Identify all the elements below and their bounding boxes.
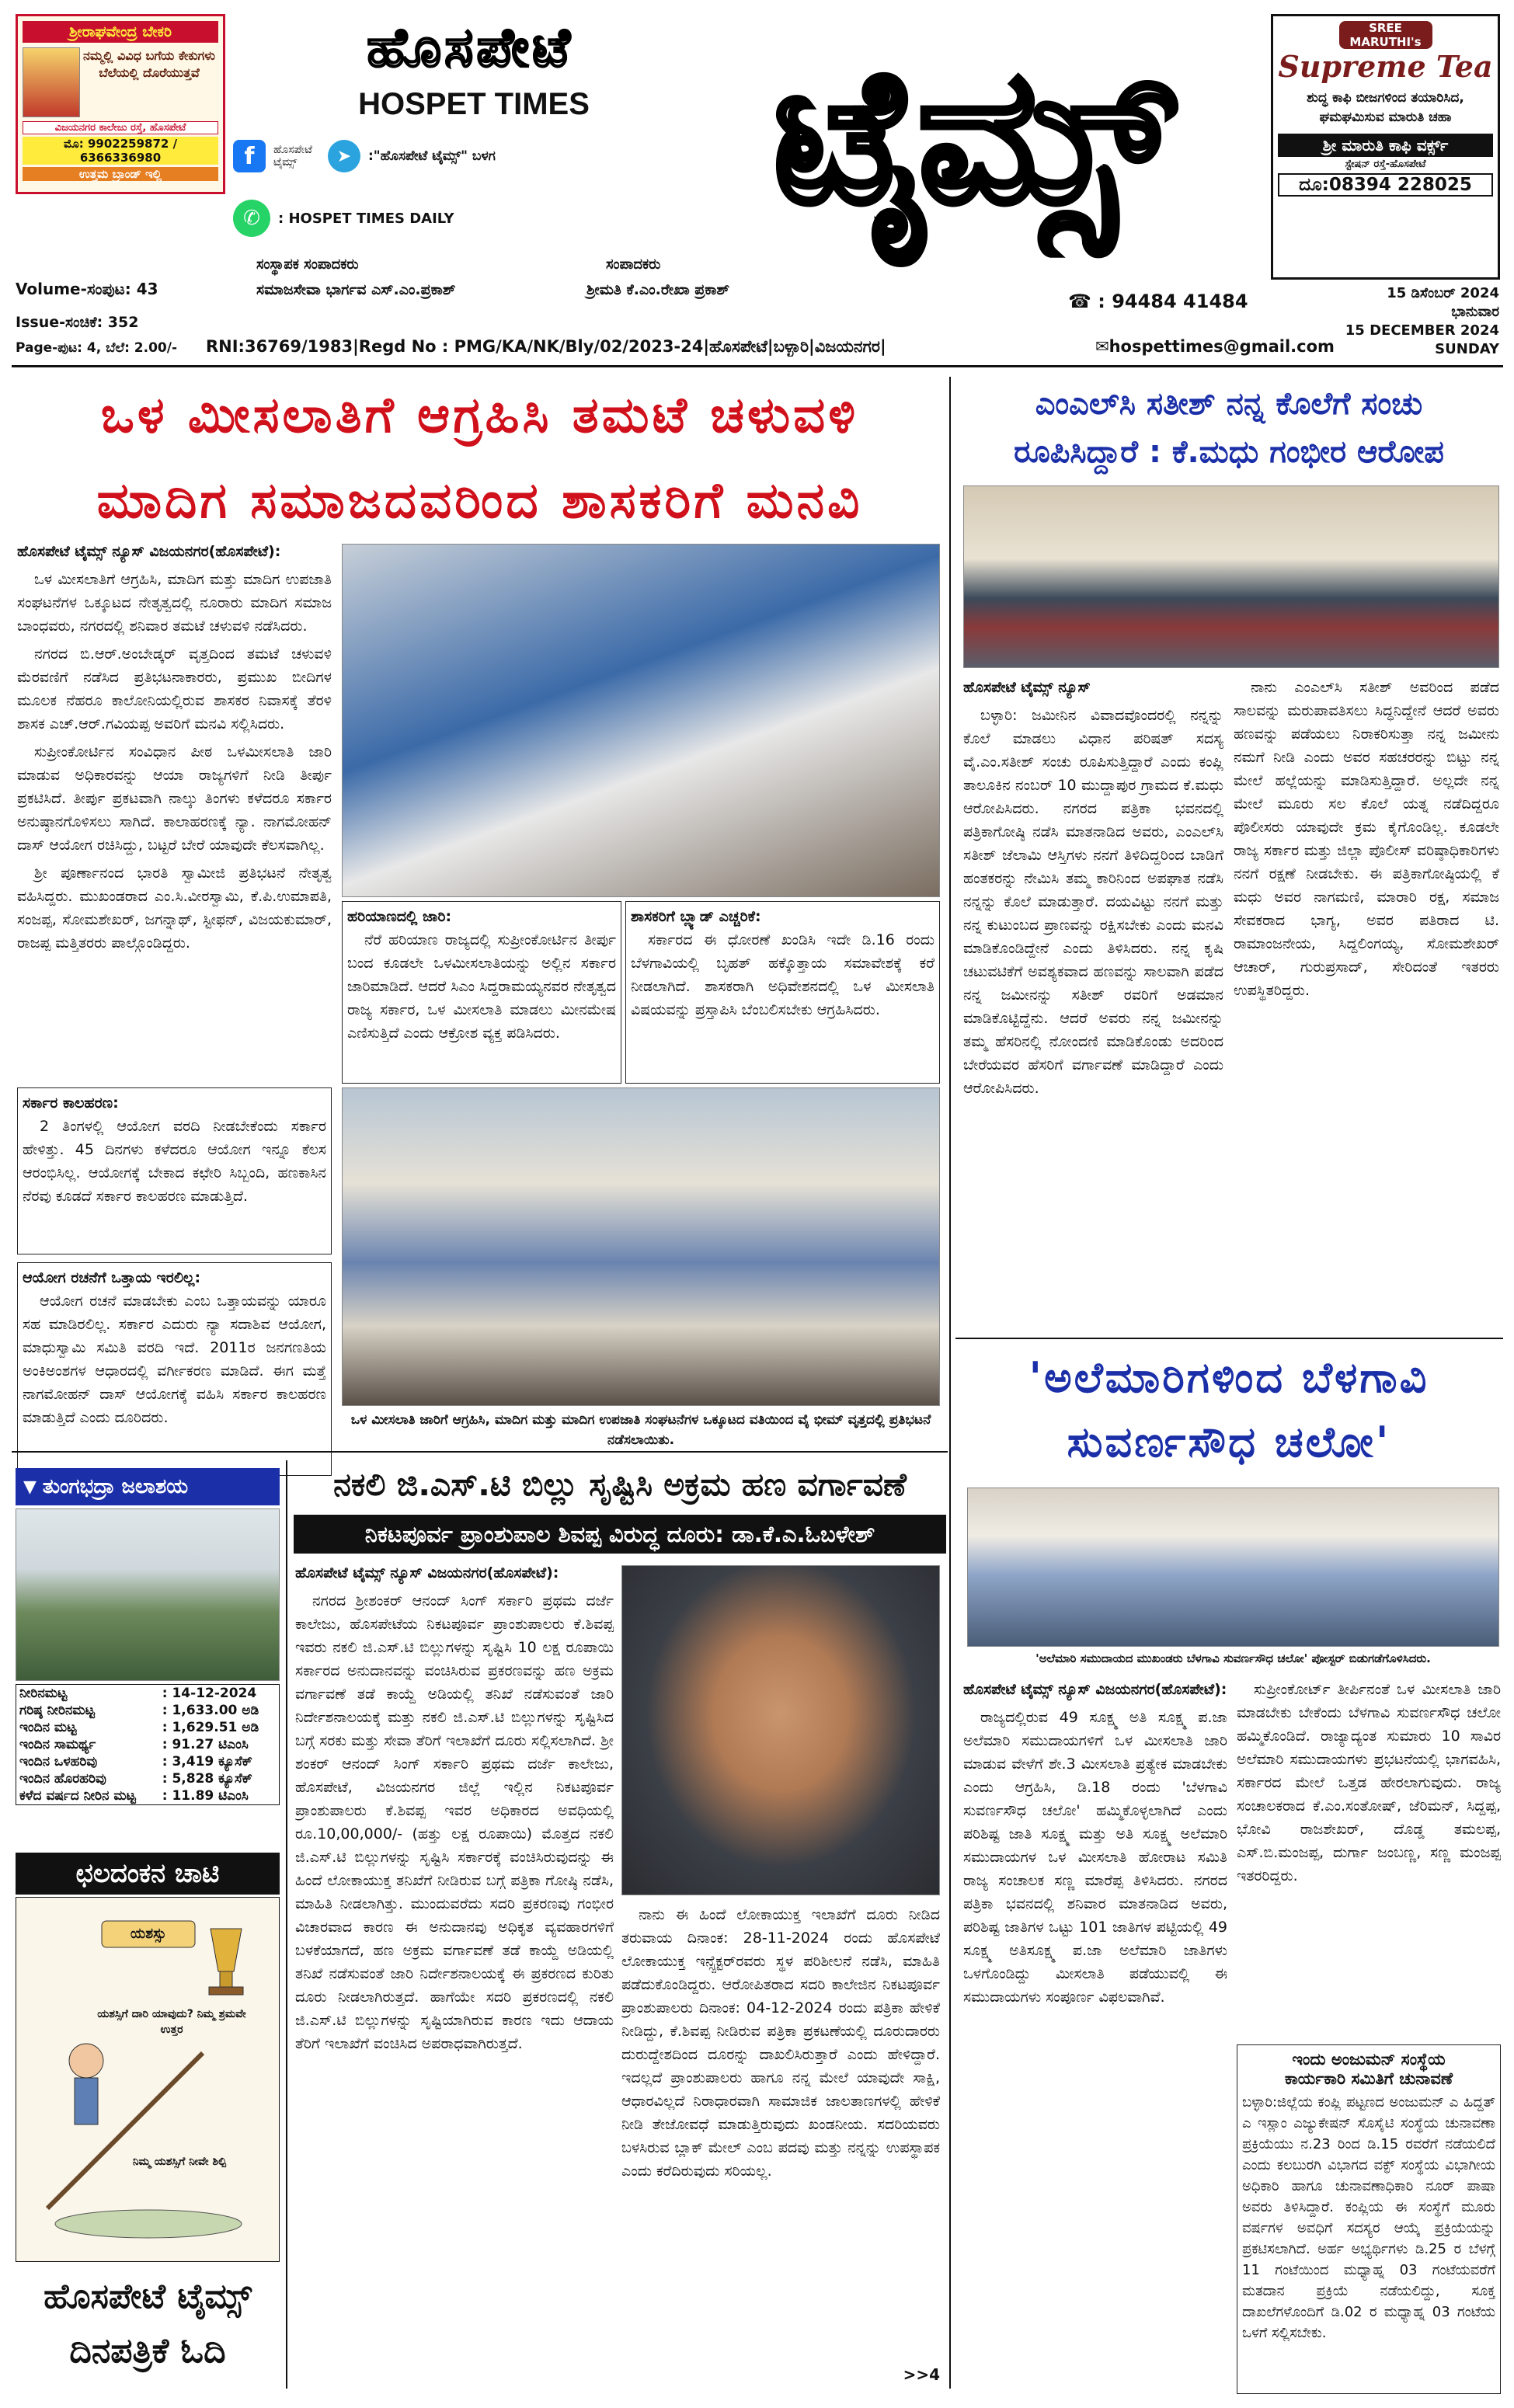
social-row-1: [233, 137, 699, 176]
title-english: HOSPET TIMES: [358, 87, 590, 121]
founder-label: ಸಂಸ್ಥಾಪಕ ಸಂಪಾದಕರು: [256, 256, 359, 273]
registration-line: RNI:36769/1983|Regd No : PMG/KA/NK/Bly/02/2023-24|ಹೊಸಪೇಟೆ|ಬಳ್ಳಾರಿ|ವಿಜಯನಗರ|: [206, 337, 886, 356]
story4-photo: [621, 1565, 940, 1895]
story4-continued: >>4: [903, 2365, 940, 2384]
pages: Page-ಪುಟ: 4, ಬೆಲೆ: 2.00/-: [16, 340, 178, 356]
dam-row: [16, 1787, 280, 1805]
dam-row-label: ಇಂದಿನ ಹೊರಹರಿವು: [19, 1771, 106, 1787]
story3-headline-2: ಸುವರ್ಣಸೌಧ ಚಲೋ': [1067, 1418, 1391, 1467]
founder-name: ಸಮಾಜಸೇವಾ ಭಾರ್ಗವ ಎಸ್.ಎಂ.ಪ್ರಕಾಶ್: [256, 281, 456, 298]
facebook-label: ಹೊಸಪೇಟೆ ಟೈಮ್ಸ್: [273, 144, 312, 169]
notice-title-2: ಕಾರ್ಯಕಾರಿ ಸಮಿತಿಗೆ ಚುನಾವಣೆ: [1284, 2069, 1453, 2088]
notice-box: [1237, 2044, 1501, 2394]
story4-dateline: ಹೊಸಪೇಟೆ ಟೈಮ್ಸ್ ನ್ಯೂಸ್ ವಿಜಯನಗರ(ಹೊಸಪೇಟೆ):: [295, 1564, 559, 1582]
ad-tea-brand-top: SREE MARUTHI's: [1339, 21, 1432, 49]
editor-name: ಶ್ರೀಮತಿ ಕೆ.ಎಂ.ರೇಖಾ ಪ್ರಕಾಶ್: [586, 281, 730, 298]
story1-caption: ಒಳ ಮೀಸಲಾತಿ ಜಾರಿಗೆ ಆಗ್ರಹಿಸಿ, ಮಾದಿಗ ಮತ್ತು ಮಾದಿಗ ಉಪಜಾತಿ ಸಂಘಟನೆಗಳ ಒಕ್ಕೂಟದ ವತಿಯಿಂದ ವೈ ಭೀಮ್ ವೃತ್ತದಲ್ಲಿ ಪ್ರತಿಭಟನೆ ನಡೆಸಲಾಯಿತು.: [350, 1412, 931, 1448]
dam-photo: [16, 1508, 280, 1681]
story4-headline-2: ನಿಕಟಪೂರ್ವ ಪ್ರಾಂಶುಪಾಲ ಶಿವಪ್ಪ ವಿರುದ್ಧ ದೂರು: ಡಾ.ಕೆ.ಎ.ಓಬಳೇಶ್: [294, 1515, 946, 1554]
story1-sub4-text: ಆಯೋಗ ರಚನೆ ಮಾಡಬೇಕು ಎಂಬ ಒತ್ತಾಯವನ್ನು ಯಾರೂ ಸಹ ಮಾಡಿರಲಿಲ್ಲ. ಸರ್ಕಾರ ಎದುರು ನ್ಯಾ ಸದಾಶಿವ ಆಯೋಗ, ಮಾಧುಸ್ವಾಮಿ ಸಮಿತಿ ವರದಿ ಇದೆ. 2011ರ ಜನಗಣತಿಯ ಅಂಕಿಅಂಶಗಳ ಆಧಾರದಲ್ಲಿ ವರ್ಗೀಕರಣ ಮಾಡಿದೆ. ಈಗ ಮತ್ತೆ ನಾಗಮೋಹನ್ ದಾಸ್ ಆಯೋಗಕ್ಕೆ ವಹಿಸಿ ಸರ್ಕಾರ ಕಾಲಹರಣ ಮಾಡುತ್ತಿದೆ ಎಂದು ದೂರಿದರು.: [23, 1293, 326, 1426]
story3-col1: [963, 1678, 1227, 2058]
dam-row-label: ಕಳೆದ ವರ್ಷದ ನೀರಿನ ಮಟ್ಟ: [19, 1788, 136, 1804]
email-address: hospettimes@gmail.com: [1109, 337, 1335, 356]
ad-bakery-text: ನಮ್ಮಲ್ಲಿ ವಿವಿಧ ಬಗೆಯ ಕೇಕುಗಳು ಬೆಲೆಯಲ್ಲಿ ದೊರೆಯುತ್ತವೆ: [83, 48, 215, 80]
story4-col1: [295, 1561, 614, 2389]
date-kannada: 15 ಡಿಸೆಂಬರ್ 2024: [1387, 285, 1499, 301]
mail-icon: ✉: [1095, 337, 1109, 356]
dam-title: [16, 1468, 280, 1505]
telegram-icon: ➤: [328, 140, 360, 172]
story1-sub1-title: ಹರಿಯಾಣದಲ್ಲಿ ಜಾರಿ:: [347, 908, 452, 925]
story2-headline-2: ರೂಪಿಸಿದ್ದಾರೆ : ಕೆ.ಮಧು ಗಂಭೀರ ಆರೋಪ: [1014, 434, 1444, 470]
story3-headline-1: 'ಅಲೆಮಾರಿಗಳಿಂದ ಬೆಳಗಾವಿ: [1028, 1353, 1429, 1402]
story1-p4: ಶ್ರೀ ಪೂರ್ಣಾನಂದ ಭಾರತಿ ಸ್ವಾಮೀಜಿ ಪ್ರತಿಭಟನೆ ನೇತೃತ್ವ ವಹಿಸಿದ್ದರು. ಮುಖಂಡರಾದ ಎಂ.ಸಿ.ವೀರಸ್ವಾಮಿ, ಕೆ.ಪಿ.ಉಮಾಪತಿ, ಸಂಜಪ್ಪ, ಸೋಮಶೇಖರ್, ಜಗನ್ನಾಥ್, ಸ್ಟೀಫನ್, ವಿಜಯಕುಮಾರ್, ರಾಜಪ್ಪ ಮತ್ತಿತರರು ಪಾಲ್ಗೊಂಡಿದ್ದರು.: [17, 865, 332, 952]
cartoon-label: ಯಶಸ್ಸು: [130, 1926, 167, 1942]
ad-tea-text: ಶುದ್ಧ ಕಾಫಿ ಬೀಜಗಳಿಂದ ತಯಾರಿಸಿದ, ಘಮಘಮಿಸುವ ಮಾರುತಿ ಚಹಾ: [1307, 90, 1464, 125]
dam-row-label: ಇಂದಿನ ಒಳಹರಿವು: [19, 1754, 98, 1769]
ad-bakery-footer: ಉತ್ತಮ ಬ್ರಾಂಡ್ ಇಲ್ಲಿ: [23, 167, 218, 181]
ad-tea-shop: ಶ್ರೀ ಮಾರುತಿ ಕಾಫಿ ವರ್ಕ್ಸ್: [1278, 134, 1493, 157]
story1-sub1-text: ನೆರೆ ಹರಿಯಾಣ ರಾಜ್ಯದಲ್ಲಿ ಸುಪ್ರೀಂಕೋರ್ಟಿನ ತೀರ್ಪು ಬಂದ ಕೂಡಲೇ ಒಳಮೀಸಲಾತಿಯನ್ನು ಅಲ್ಲಿನ ಸರ್ಕಾರ ಜಾರಿಮಾಡಿದೆ. ಆದರೆ ಸಿಎಂ ಸಿದ್ದರಾಮಯ್ಯನವರ ನೇತೃತ್ವದ ರಾಜ್ಯ ಸರ್ಕಾರ, ಒಳ ಮೀಸಲಾತಿ ಮಾಡಲು ಮೀನಮೇಷ ಎಣಿಸುತ್ತಿದೆ ಎಂದು ಆಕ್ರೋಶ ವ್ಯಕ್ತ ಪಡಿಸಿದರು.: [347, 931, 616, 1042]
ad-bakery-title: ಶ್ರೀರಾಘವೇಂದ್ರ ಬೇಕರಿ: [23, 21, 218, 43]
story2-col2-text: ನಾನು ಎಂಎಲ್‌ಸಿ ಸತೀಶ್ ಅವರಿಂದ ಪಡೆದ ಸಾಲವನ್ನು ಮರುಪಾವತಿಸಲು ಸಿದ್ಧನಿದ್ದೇನೆ ಆದರೆ ಅವರು ಹಣವನ್ನು ಪಡೆಯಲು ನಿರಾಕರಿಸುತ್ತಾ ನನ್ನ ಜಮೀನು ನಮಗೆ ನೀಡಿ ಎಂದು ಅವರ ಸಹಚರರನ್ನು ಬಿಟ್ಟು ನನ್ನ ಮೇಲೆ ಹಲ್ಲೆಯನ್ನು ಮಾಡಿಸುತ್ತಿದ್ದಾರೆ. ಅಲ್ಲದೇ ನನ್ನ ಮೇಲೆ ಮೂರು ಸಲ ಕೊಲೆ ಯತ್ನ ನಡೆದಿದ್ದರೂ ಪೊಲೀಸರು ಯಾವುದೇ ಕ್ರಮ ಕೈಗೊಂಡಿಲ್ಲ. ಕೂಡಲೇ ರಾಜ್ಯ ಸರ್ಕಾರ ಮತ್ತು ಜಿಲ್ಲಾ ಪೊಲೀಸ್ ವರಿಷ್ಠಾಧಿಕಾರಿಗಳು ನನಗೆ ರಕ್ಷಣೆ ನೀಡಬೇಕು. ಈ ಪತ್ರಿಕಾಗೋಷ್ಠಿಯಲ್ಲಿ ಕೆ ಮಧು ಅವರ ನಾಗಮಣಿ, ಮಾರಾರಿ ರಕ್ಷ, ಸಮಾಜ ಸೇವಕರಾದ ಭಾಗ್ಯ, ಅವರ ಪತಿರಾದ ಟಿ. ರಾಮಾಂಜನೇಯ, ಸಿದ್ದಲಿಂಗಯ್ಯ, ಸೋಮಶೇಖರ್ ಆಚಾರ್, ಗುರುಪ್ರಸಾದ್, ಸೇರಿದಂತೆ ಇತರರು ಉಪಸ್ಥಿತರಿದ್ದರು.: [1234, 679, 1499, 999]
social-row-2: [233, 199, 699, 238]
title-kannada-small: ಹೊಸಪೇಟೆ: [367, 16, 573, 79]
dam-row-value: : 91.27 ಟಿಎಂಸಿ: [162, 1737, 249, 1752]
notice-text: ಬಳ್ಳಾರಿ:ಜಿಲ್ಲೆಯ ಕಂಪ್ಲಿ ಪಟ್ಟಣದ ಅಂಜುಮನ್ ಎ ಹಿದ್ದತ್ ಎ ಇಸ್ಲಾಂ ಎಜ್ಯುಕೇಷನ್ ಸೊಸೈಟಿ ಸಂಸ್ಥೆಯ ಚುನಾವಣಾ ಪ್ರಕ್ರಿಯೆಯು ನ.23 ರಿಂದ ಡಿ.15 ರವರೆಗೆ ನಡೆಯಲಿದೆ ಎಂದು ಕಲಬುರಗಿ ವಿಭಾಗದ ವಕ್ಫ್ ಸಂಸ್ಥೆಯ ವಿಭಾಗೀಯ ಅಧಿಕಾರಿ ಹಾಗೂ ಚುನಾವಣಾಧಿಕಾರಿ ನೂರ್ ಪಾಷಾ ಅವರು ತಿಳಿಸಿದ್ದಾರೆ. ಕಂಪ್ಲಿಯ ಈ ಸಂಸ್ಥೆಗೆ ಮೂರು ವರ್ಷಗಳ ಅವಧಿಗೆ ಸದಸ್ಯರ ಆಯ್ಕೆ ಪ್ರಕ್ರಿಯೆಯನ್ನು ಪ್ರಕಟಿಸಲಾಗಿದೆ. ಅರ್ಹ ಅಭ್ಯರ್ಥಿಗಳು ಡಿ.25 ರ ಬೆಳಗ್ಗೆ 11 ಗಂಟೆಯಿಂದ ಮಧ್ಯಾಹ್ನ 03 ಗಂಟೆಯವರೆಗೆ ಮತದಾನ ಪ್ರಕ್ರಿಯೆ ನಡೆಯಲಿದ್ದು, ಸೂಕ್ತ ದಾಖಲೆಗಳೊಂದಿಗೆ ಡಿ.02 ರ ಮಧ್ಯಾಹ್ನ 03 ಗಂಟೆಯ ಒಳಗೆ ಸಲ್ಲಿಸಬೇಕು.: [1242, 2094, 1495, 2341]
phone-number: 94484 41484: [1112, 291, 1248, 312]
dam-row: [16, 1770, 280, 1787]
story3-col1-text: ರಾಜ್ಯದಲ್ಲಿರುವ 49 ಸೂಕ್ಷ್ಮ ಅತಿ ಸೂಕ್ಷ್ಮ ಪ.ಜಾ ಅಲೆಮಾರಿ ಸಮುದಾಯಗಳಿಗೆ ಒಳ ಮೀಸಲಾತಿ ಜಾರಿ ಮಾಡುವ ವೇಳೆಗೆ ಶೇ.3 ಮೀಸಲಾತಿ ಪ್ರತ್ಯೇಕ ಮಾಡಬೇಕು ಎಂದು ಆಗ್ರಹಿಸಿ, ಡಿ.18 ರಂದು 'ಬೆಳಗಾವಿ ಸುವರ್ಣಸೌಧ ಚಲೋ' ಹಮ್ಮಿಕೊಳ್ಳಲಾಗಿದೆ ಎಂದು ಪರಿಶಿಷ್ಟ ಜಾತಿ ಸೂಕ್ಷ್ಮ ಮತ್ತು ಅತಿ ಸೂಕ್ಷ್ಮ ಅಲೆಮಾರಿ ಸಮುದಾಯಗಳ ಒಳ ಮೀಸಲಾತಿ ಹೋರಾಟ ಸಮಿತಿ ರಾಜ್ಯ ಸಂಚಾಲಕ ಸಣ್ಣ ಮಾರೆಪ್ಪ ತಿಳಿಸಿದರು. ನಗರದ ಪತ್ರಿಕಾ ಭವನದಲ್ಲಿ ಶನಿವಾರ ಮಾತನಾಡಿದ ಅವರು, ಪರಿಶಿಷ್ಟ ಜಾತಿಗಳ ಒಟ್ಟು 101 ಜಾತಿಗಳ ಪಟ್ಟಿಯಲ್ಲಿ 49 ಸೂಕ್ಷ್ಮ ಅತಿಸೂಕ್ಷ್ಮ ಪ.ಜಾ ಅಲೆಮಾರಿ ಜಾತಿಗಳು ಒಳಗೊಂಡಿದ್ದು ಮೀಸಲಾತಿ ಪಡೆಯುವಲ್ಲಿ ಈ ಸಮುದಾಯಗಳು ಸಂಪೂರ್ಣ ವಿಫಲವಾಗಿವೆ.: [963, 1709, 1227, 2006]
story3-dateline: ಹೊಸಪೇಟೆ ಟೈಮ್ಸ್ ನ್ಯೂಸ್ ವಿಜಯನಗರ(ಹೊಸಪೇಟೆ):: [963, 1681, 1227, 1698]
dam-title-text: ತುಂಗಭದ್ರಾ ಜಲಾಶಯ: [42, 1474, 189, 1498]
story1-bottom-rule: [12, 1451, 948, 1453]
ad-tea-brand: Supreme Tea: [1278, 49, 1493, 84]
story1-p3: ಸುಪ್ರೀಂಕೋರ್ಟಿನ ಸಂವಿಧಾನ ಪೀಠ ಒಳಮೀಸಲಾತಿ ಜಾರಿ ಮಾಡುವ ಅಧಿಕಾರವನ್ನು ಆಯಾ ರಾಜ್ಯಗಳಿಗೆ ನೀಡಿ ತೀರ್ಪು ಪ್ರಕಟಿಸಿದೆ. ತೀರ್ಪು ಪ್ರಕಟವಾಗಿ ನಾಲ್ಕು ತಿಂಗಳು ಕಳೆದರೂ ಸರ್ಕಾರ ಅನುಷ್ಠಾನಗೊಳಿಸಲು ಸಾಗಿದೆ. ಕಾಲಾಹರಣಕ್ಕೆ ನ್ಯಾ. ನಾಗಮೋಹನ್ ದಾಸ್ ಆಯೋಗ ರಚಿಸಿದ್ದು, ಬಟ್ಟರೆ ಬೇರೆ ಯಾವುದೇ ಕೆಲಸವಾಗಿಲ್ಲ.: [17, 743, 332, 854]
story3-caption: 'ಅಲೆಮಾರಿ ಸಮುದಾಯದ ಮುಖಂಡರು ಬೆಳಗಾವಿ ಸುವರ್ಣಸೌಧ ಚಲೋ' ಪೋಸ್ಟರ್ ಬಿಡುಗಡೆಗೊಳಿಸಿದರು.: [1035, 1651, 1431, 1665]
story2-dateline: ಹೊಸಪೇಟೆ ಟೈಮ್ಸ್ ನ್ಯೂಸ್: [963, 679, 1091, 696]
phone-icon: ☎ :: [1068, 291, 1112, 312]
phone-block: [1068, 291, 1301, 312]
story2-col2: [1234, 676, 1499, 1336]
dam-row: [16, 1685, 280, 1703]
dam-table: [16, 1684, 280, 1805]
water-icon: ▼: [23, 1477, 37, 1497]
story1-sub4-title: ಆಯೋಗ ರಚನೆಗೆ ಒತ್ತಾಯ ಇರಲಿಲ್ಲ:: [23, 1269, 201, 1286]
ad-bakery-phone: ಮೊ: 9902259872 / 6366336980: [23, 137, 218, 165]
cartoon-caption-bottom: ನಿಮ್ಮ ಯಶಸ್ಸಿಗೆ ನೀವೇ ಶಿಲ್ಪಿ: [132, 2156, 227, 2168]
story4-col1-text: ನಗರದ ಶ್ರೀಶಂಕರ್ ಆನಂದ್ ಸಿಂಗ್ ಸರ್ಕಾರಿ ಪ್ರಥಮ ದರ್ಜೆ ಕಾಲೇಜು, ಹೊಸಪೇಟೆಯ ನಿಕಟಪೂರ್ವ ಪ್ರಾಂಶುಪಾಲರು ಕೆ.ಶಿವಪ್ಪ ಇವರು ನಕಲಿ ಜಿ.ಎಸ್.ಟಿ ಬಿಲ್ಲುಗಳನ್ನು ಸೃಷ್ಟಿಸಿ 10 ಲಕ್ಷ ರೂಪಾಯಿ ಸರ್ಕಾರದ ಅನುದಾನವನ್ನು ವಂಚಿಸಿರುವ ಪ್ರಕರಣವನ್ನು ಹಣ ಅಕ್ರಮ ವರ್ಗಾವಣೆ ತಡೆ ಕಾಯ್ದೆ ಅಡಿಯಲ್ಲಿ ತನಿಖೆ ನಡೆಸುವಂತೆ ಜಾರಿ ನಿರ್ದೇಶನಾಲಯಕ್ಕೆ ಮತ್ತು ನಕಲಿ ಜಿ.ಎಸ್.ಟಿ ಬಿಲ್ಲುಗಳನ್ನು ಸೃಷ್ಟಿಸಿದ ಬಗ್ಗೆ ಸರಕು ಮತ್ತು ಸೇವಾ ತೆರಿಗೆ ಇಲಾಖೆಗೆ ದೂರು ಸಲ್ಲಿಸಲಾಗಿದೆ. ಶ್ರೀ ಶಂಕರ್ ಆನಂದ್ ಸಿಂಗ್ ಸರ್ಕಾರಿ ಪ್ರಥಮ ದರ್ಜೆ ಕಾಲೇಜು, ಹೊಸಪೇಟೆ, ವಿಜಯನಗರ ಜಿಲ್ಲೆ ಇಲ್ಲಿನ ನಿಕಟಪೂರ್ವ ಪ್ರಾಂಶುಪಾಲರು ಕೆ.ಶಿವಪ್ಪ ಇವರ ಅಧಿಕಾರದ ಅವಧಿಯಲ್ಲಿ ರೂ.10,00,000/- (ಹತ್ತು ಲಕ್ಷ ರೂಪಾಯಿ) ಮೊತ್ತದ ನಕಲಿ ಜಿ.ಎಸ್.ಟಿ ಬಿಲ್ಲುಗಳನ್ನು ಸೃಷ್ಟಿಸಿ ಸರ್ಕಾರಕ್ಕೆ ವಂಚಿಸಿರುವುದನ್ನು ಈ ಹಿಂದೆ ಲೋಕಾಯುಕ್ತ ತನಿಖೆಗೆ ನೀಡಿರುವ ಬಗ್ಗೆ ಪತ್ರಿಕಾ ಗೋಷ್ಠಿ ನಡೆಸಿ, ಮಾಹಿತಿ ನೀಡಲಾಗಿತ್ತು. ಮುಂದುವರೆದು ಸದರಿ ಪ್ರಕರಣವು ಗಂಭೀರ ವಿಚಾರವಾದ ಕಾರಣ ಈ ಅನುದಾನವು ಅಧಿಕೃತ ವ್ಯವಹಾರಗಳಿಗೆ ಬಳಕೆಯಾಗದೆ, ಹಣ ಅಕ್ರಮ ವರ್ಗಾವಣೆ ತಡೆ ಕಾಯ್ದೆ ಅಡಿಯಲ್ಲಿ ತನಿಖೆ ನಡೆಸುವಂತೆ ಜಾರಿ ನಿರ್ದೇಶನಾಲಯಕ್ಕೆ ಈ ಪ್ರಕರಣದ ಕುರಿತು ದೂರು ನೀಡಲಾಗಿರುತ್ತದೆ. ಹಾಗೆಯೇ ಸದರಿ ಪ್ರಕರಣದಲ್ಲಿ ನಕಲಿ ಜಿ.ಎಸ್.ಟಿ ಬಿಲ್ಲುಗಳನ್ನು ಸೃಷ್ಟಿಯಾಗಿರುವ ಕಾರಣ ಇದು ಆದಾಯ ತೆರಿಗೆ ಇಲಾಖೆಗೆ ವಂಚಿಸಿದ ಅಪರಾಧವಾಗಿರುತ್ತದೆ.: [295, 1592, 614, 2052]
story2-bottom-rule: [955, 1338, 1503, 1339]
dam-row-value: : 1,629.51 ಅಡಿ: [162, 1720, 259, 1735]
cartoon-drawing: [16, 1898, 279, 2261]
dam-row-value: : 3,419 ಕ್ಯೂಸೆಕ್: [162, 1754, 252, 1769]
story1-body: [17, 540, 332, 1084]
dam-row: [16, 1719, 280, 1736]
story1-sub3-text: 2 ತಿಂಗಳಲ್ಲಿ ಆಯೋಗ ವರದಿ ನೀಡಬೇಕೆಂದು ಸರ್ಕಾರ ಹೇಳಿತ್ತು. 45 ದಿನಗಳು ಕಳೆದರೂ ಆಯೋಗ ಇನ್ನೂ ಕೆಲಸ ಆರಂಭಿಸಿಲ್ಲ. ಆಯೋಗಕ್ಕೆ ಬೇಕಾದ ಕಛೇರಿ ಸಿಬ್ಬಂದಿ, ಹಣಕಾಸಿನ ನೆರವು ಕೂಡದೆ ಸರ್ಕಾರ ಕಾಲಹರಣ ಮಾಡುತ್ತಿದೆ.: [23, 1118, 326, 1205]
story1-photo-main: [342, 544, 940, 897]
ad-bakery: [16, 14, 225, 194]
ad-bakery-photo: [23, 47, 80, 117]
dam-row: [16, 1753, 280, 1770]
ad-tea-phone: ದೂ:08394 228025: [1278, 173, 1493, 197]
volume: Volume-ಸಂಪುಟ: 43: [16, 280, 158, 298]
story1-dateline: ಹೊಸಪೇಟೆ ಟೈಮ್ಸ್ ನ್ಯೂಸ್ ವಿಜಯನಗರ(ಹೊಸಪೇಟೆ):: [17, 543, 281, 560]
email-block: [1095, 337, 1335, 356]
story2-headline-1: ಎಂಎಲ್‌ಸಿ ಸತೀಶ್ ನನ್ನ ಕೊಲೆಗೆ ಸಂಚು: [1035, 386, 1423, 422]
story2-col1-text: ಬಳ್ಳಾರಿ: ಜಮೀನಿನ ವಿವಾದವೊಂದರಲ್ಲಿ ನನ್ನನ್ನು ಕೊಲೆ ಮಾಡಲು ವಿಧಾನ ಪರಿಷತ್ ಸದಸ್ಯ ವೈ.ಎಂ.ಸತೀಶ್ ಸಂಚು ರೂಪಿಸುತ್ತಿದ್ದಾರೆ ಎಂದು ಕಂಪ್ಲಿ ತಾಲೂಕಿನ ನಂಬರ್ 10 ಮುದ್ದಾಪುರ ಗ್ರಾಮದ ಕೆ.ಮಧು ಆರೋಪಿಸಿದರು. ನಗರದ ಪತ್ರಿಕಾ ಭವನದಲ್ಲಿ ಪತ್ರಿಕಾಗೋಷ್ಠಿ ನಡೆಸಿ ಮಾತನಾಡಿದ ಅವರು, ಎಂಎಲ್‌ಸಿ ಸತೀಶ್ ಜೆಲಾಮಿ ಆಸ್ತಿಗಳು ನನಗೆ ತಿಳಿದಿದ್ದರಿಂದ ಬಾಡಿಗೆ ಹಂತಕರನ್ನು ನೇಮಿಸಿ ತಮ್ಮ ಕಾರಿನಿಂದ ಅಪಘಾತ ನಡೆಸಿ ನನ್ನನ್ನು ಕೊಲೆ ಮಾಡುತ್ತಾರೆ. ದಯವಿಟ್ಟು ನನಗೆ ಮತ್ತು ನನ್ನ ಕುಟುಂಬದ ಪ್ರಾಣವನ್ನು ರಕ್ಷಿಸಬೇಕು ಎಂದು ಮನವಿ ಮಾಡಿಕೊಂಡಿದ್ದೇನೆ ಎಂದು ತಿಳಿಸಿದರು. ನನ್ನ ಕೃಷಿ ಚಟುವಟಿಕೆಗೆ ಅವಶ್ಯಕವಾದ ಹಣವನ್ನು ಸಾಲವಾಗಿ ಪಡೆದ ನನ್ನ ಜಮೀನನ್ನು ಸತೀಶ್ ರವರಿಗೆ ಅಡಮಾನ ಮಾಡಿಕೊಟ್ಟಿದ್ದೆನು. ಆದರೆ ಅವರು ನನ್ನ ಜಮೀನನ್ನು ತಮ್ಮ ಹೆಸರಿನಲ್ಲಿ ನೋಂದಣಿ ಮಾಡಿಕೊಂಡು ಅದರಿಂದ ಬೇರೆಯವರ ಹೆಸರಿಗೆ ವರ್ಗಾವಣೆ ಮಾಡಿದ್ದಾರೆ ಎಂದು ಆರೋಪಿಸಿದರು.: [963, 707, 1223, 1097]
dam-row-label: ಇಂದಿನ ಮಟ್ಟ: [19, 1720, 77, 1735]
story4-col2-text: ನಾನು ಈ ಹಿಂದೆ ಲೋಕಾಯುಕ್ತ ಇಲಾಖೆಗೆ ದೂರು ನೀಡಿದ ತರುವಾಯ ದಿನಾಂಕ: 28-11-2024 ರಂದು ಹೊಸಪೇಟೆ ಲೋಕಾಯುಕ್ತ ಇನ್ಸ್ಪೆಕ್ಟರ್‌ರವರು ಸ್ಥಳ ಪರಿಶೀಲನೆ ನಡೆಸಿ, ಮಾಹಿತಿ ಪಡೆದುಕೊಂಡಿದ್ದರು. ಆರೋಪಿತರಾದ ಸದರಿ ಕಾಲೇಜಿನ ನಿಕಟಪೂರ್ವ ಪ್ರಾಂಶುಪಾಲರು ದಿನಾಂಕ: 04-12-2024 ರಂದು ಪತ್ರಿಕಾ ಹೇಳಿಕೆ ನೀಡಿದ್ದು, ಕೆ.ಶಿವಪ್ಪ ನೀಡಿರುವ ಪತ್ರಿಕಾ ಪ್ರಕಟಣೆಯಲ್ಲಿ ದೂರುದಾರರು ದುರುದ್ದೇಶದಿಂದ ದೂರನ್ನು ದಾಖಲಿಸಿರುತ್ತಾರೆ ಎಂದು ಹೇಳಿದ್ದಾರೆ. ಇದಲ್ಲದೆ ಪ್ರಾಂಶುಪಾಲರು ಹಾಗೂ ನನ್ನ ಮೇಲೆ ಯಾವುದೇ ಸಾಕ್ಷಿ, ಆಧಾರವಿಲ್ಲದೆ ನಿರಾಧಾರವಾಗಿ ಸಾಮಾಜಿಕ ಜಾಲತಾಣಗಳಲ್ಲಿ ಹೇಳಿಕೆ ನೀಡಿ ತೇಜೋವಧೆ ಮಾಡುತ್ತಿರುವುದು ಖಂಡನೀಯ. ಸದರಿಯವರು ಬಳಸಿರುವ ಬ್ಲಾಕ್ ಮೇಲ್ ಎಂಬ ಪದವು ಮತ್ತು ನನ್ನನ್ನು ಉಪಸ್ಥಾಪಕ ಎಂದು ಕರೆದಿರುವುದು ಸರಿಯಲ್ಲ.: [621, 1906, 940, 2180]
story3-photo: [967, 1488, 1499, 1647]
cartoon-title: ಛಲದಂಕನ ಚಾಟಿ: [16, 1853, 280, 1895]
story1-sub2: [625, 901, 940, 1084]
date-english: 15 DECEMBER 2024: [1345, 322, 1499, 339]
vertical-rule: [949, 377, 951, 2389]
story3-col2: [1237, 1678, 1501, 2035]
dam-row-label: ಇಂದಿನ ಸಾಮರ್ಥ್ಯ: [19, 1737, 96, 1752]
dam-row-label: ಗರಿಷ್ಠ ನೀರಿನಮಟ್ಟ: [19, 1703, 95, 1718]
story1-sub3-title: ಸರ್ಕಾರ ಕಾಲಹರಣ:: [23, 1094, 119, 1112]
story1-sub3: [17, 1087, 332, 1254]
masthead-rule: [12, 365, 1503, 367]
facebook-icon: f: [233, 140, 266, 172]
promo-line-1: ಹೊಸಪೇಟೆ ಟೈಮ್ಸ್: [44, 2277, 252, 2316]
day-english: SUNDAY: [1435, 341, 1499, 357]
cartoon-box: [16, 1897, 280, 2262]
cartoon-caption-top: ಯಶಸ್ಸಿಗೆ ದಾರಿ ಯಾವುದು? ನಿಮ್ಮ ಶ್ರಮವೇ ಉತ್ತರ: [97, 2008, 246, 2036]
whatsapp-label: : HOSPET TIMES DAILY: [278, 210, 454, 227]
story1-headline-1: ಒಳ ಮೀಸಲಾತಿಗೆ ಆಗ್ರಹಿಸಿ ತಮಟೆ ಚಳುವಳಿ: [100, 387, 859, 444]
dam-row: [16, 1736, 280, 1753]
story1-sub1: [342, 901, 621, 1084]
issue: Issue-ಸಂಚಿಕೆ: 352: [16, 314, 139, 331]
dam-row: [16, 1702, 280, 1719]
story1-sub2-title: ಶಾಸಕರಿಗೆ ಬ್ಲ್ಯಾಡ್ ಎಚ್ಚರಿಕೆ:: [631, 908, 761, 925]
person-icon: [69, 2044, 103, 2078]
ladder-icon: [47, 2053, 203, 2208]
story1-sub4: [17, 1262, 332, 1476]
story1-photo-group: [342, 1087, 940, 1406]
dam-row-value: : 5,828 ಕ್ಯೂಸೆಕ್: [162, 1771, 252, 1787]
dam-row-value: : 14-12-2024: [162, 1686, 257, 1701]
story1-p1: ಒಳ ಮೀಸಲಾತಿಗೆ ಆಗ್ರಹಿಸಿ, ಮಾದಿಗ ಮತ್ತು ಮಾದಿಗ ಉಪಜಾತಿ ಸಂಘಟನೆಗಳ ಒಕ್ಕೂಟದ ನೇತೃತ್ವದಲ್ಲಿ ನೂರಾರು ಮಾದಿಗ ಸಮಾಜ ಬಾಂಧವರು, ನಗರದಲ್ಲಿ ಶನಿವಾರ ತಮಟೆ ಚಳುವಳಿ ನಡೆಸಿದರು.: [17, 571, 332, 635]
whatsapp-icon: ✆: [233, 200, 270, 237]
ad-bakery-address: ವಿಜಯನಗರ ಕಾಲೇಜು ರಸ್ತೆ, ಹೊಸಪೇಟೆ: [23, 121, 218, 134]
date-block: [1313, 284, 1499, 359]
story3-col2-text: ಸುಪ್ರೀಂಕೋರ್ಟ್ ತೀರ್ಪಿನಂತೆ ಒಳ ಮೀಸಲಾತಿ ಜಾರಿ ಮಾಡಬೇಕು ಬೇಕೆಂದು ಬೆಳಗಾವಿ ಸುವರ್ಣಸೌಧ ಚಲೋ ಹಮ್ಮಿಕೊಂಡಿದೆ. ರಾಜ್ಯಾದ್ಯಂತ ಸುಮಾರು 10 ಸಾವಿರ ಅಲೆಮಾರಿ ಸಮುದಾಯಗಳು ಪ್ರಭಟನೆಯಲ್ಲಿ ಭಾಗವಹಿಸಿ, ಸರ್ಕಾರದ ಮೇಲೆ ಒತ್ತಡ ಹೇರಲಾಗುವುದು. ರಾಜ್ಯ ಸಂಚಾಲಕರಾದ ಕೆ.ಎಂ.ಸಂತೋಷ್, ಜೆರಿಮನ್, ಸಿದ್ದಪ್ಪ, ಭೋವಿ ರಾಜಶೇಖರ್, ದೊಡ್ಡ ತಮಲಪ್ಪ, ಎಸ್.ಬಿ.ಮಂಜಪ್ಪ, ದುರ್ಗಾ ಜಂಬಣ್ಣ, ಸಣ್ಣ ಮಂಜಪ್ಪ ಇತರರಿದ್ದರು.: [1237, 1681, 1501, 1884]
story1-headline-2: ಮಾದಿಗ ಸಮಾಜದವರಿಂದ ಶಾಸಕರಿಗೆ ಮನವಿ: [96, 472, 863, 530]
title-kannada-big: ಟೈಮ್ಸ್: [773, 27, 1169, 245]
editor-label: ಸಂಪಾದಕರು: [606, 256, 661, 273]
notice-title-1: ಇಂದು ಅಂಜುಮನ್ ಸಂಸ್ಥೆಯ: [1292, 2050, 1446, 2069]
story1-p2: ನಗರದ ಬಿ.ಆರ್.ಅಂಬೇಡ್ಕರ್ ವೃತ್ತದಿಂದ ತಮಟೆ ಚಳುವಳಿ ಮೆರವಣಿಗೆ ನಡೆಸಿದ ಪ್ರತಿಭಟನಾಕಾರರು, ಪ್ರಮುಖ ಬೀದಿಗಳ ಮೂಲಕ ನೆಹರೂ ಕಾಲೋನಿಯಲ್ಲಿರುವ ಶಾಸಕರ ನಿವಾಸಕ್ಕೆ ತೆರಳಿ ಶಾಸಕ ಎಚ್.ಆರ್.ಗವಿಯಪ್ಪ ಅವರಿಗೆ ಮನವಿ ಸಲ್ಲಿಸಿದರು.: [17, 645, 332, 732]
telegram-label: :"ಹೊಸಪೇಟೆ ಟೈಮ್ಸ್" ಬಳಗ: [368, 148, 496, 164]
day-kannada: ಭಾನುವಾರ: [1451, 304, 1499, 320]
story4-col2: [621, 1903, 940, 2369]
promo-line-2: ದಿನಪತ್ರಿಕೆ ಓದಿ: [69, 2331, 226, 2371]
story4-headline-1: ನಕಲಿ ಜಿ.ಎಸ್.ಟಿ ಬಿಲ್ಲು ಸೃಷ್ಟಿಸಿ ಅಕ್ರಮ ಹಣ ವರ್ಗಾವಣೆ: [333, 1466, 907, 1503]
trophy-icon: [211, 1929, 242, 1971]
dam-row-value: : 1,633.00 ಅಡಿ: [162, 1703, 259, 1718]
ad-tea-address: ಸ್ಟೇಷನ್ ರಸ್ತೆ-ಹೊಸಪೇಟೆ: [1345, 158, 1426, 170]
dam-row-label: ನೀರಿನಮಟ್ಟ: [19, 1686, 68, 1701]
story1-sub2-text: ಸರ್ಕಾರದ ಈ ಧೋರಣೆ ಖಂಡಿಸಿ ಇದೇ ಡಿ.16 ರಂದು ಬೆಳಗಾವಿಯಲ್ಲಿ ಬೃಹತ್ ಹಕ್ಕೊತ್ತಾಯ ಸಮಾವೇಶಕ್ಕೆ ಕರೆ ನೀಡಲಾಗಿದೆ. ಶಾಸಕರಾಗಿ ಅಧಿವೇಶನದಲ್ಲಿ ಒಳ ಮೀಸಲಾತಿ ವಿಷಯವನ್ನು ಪ್ರಸ್ತಾಪಿಸಿ ಬೆಂಬಲಿಸಬೇಕು ಆಗ್ರಹಿಸಿದರು.: [631, 931, 935, 1018]
story2-photo: [963, 485, 1499, 668]
ad-tea: [1271, 14, 1500, 280]
left-col-rule: [286, 1460, 287, 2389]
story2-col1: [963, 676, 1223, 1336]
dam-row-value: : 11.89 ಟಿಎಂಸಿ: [162, 1788, 249, 1804]
